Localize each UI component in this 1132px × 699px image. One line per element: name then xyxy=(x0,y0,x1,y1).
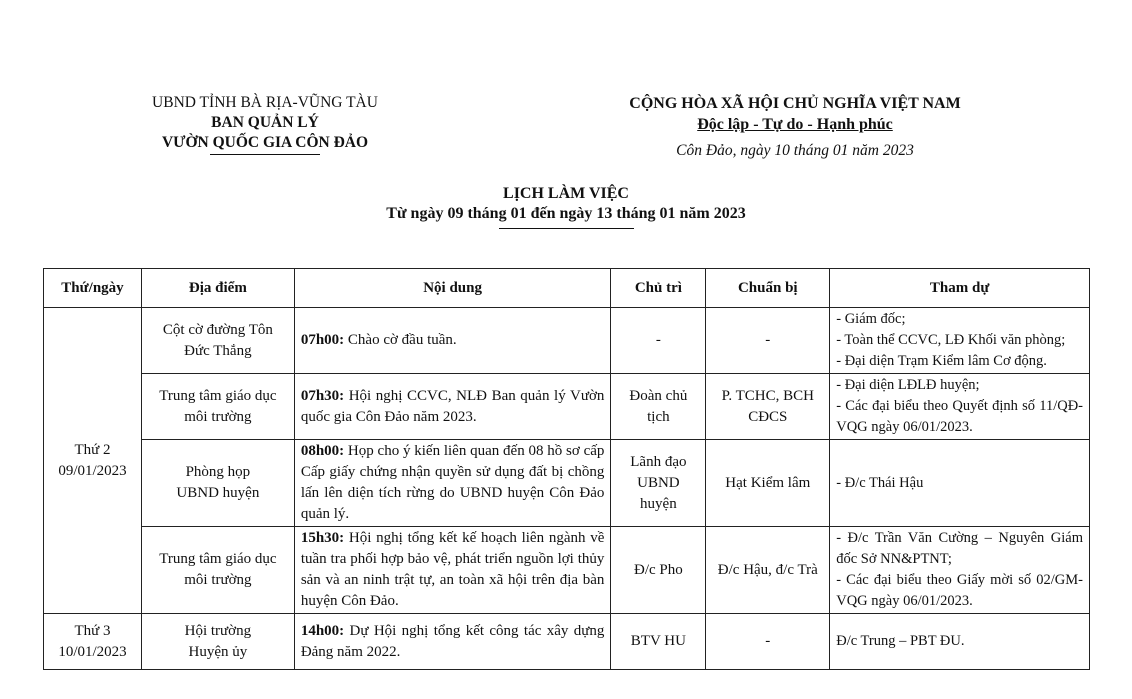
table-header-row xyxy=(44,269,1090,308)
content-text: Chào cờ đầu tuần. xyxy=(344,332,457,348)
place-cell xyxy=(141,440,294,527)
table-row xyxy=(44,614,1090,670)
time-label: 07h00: xyxy=(300,332,345,348)
national-motto: Độc lập - Tự do - Hạnh phúc xyxy=(697,116,893,133)
place-cell xyxy=(141,527,294,614)
content-cell xyxy=(294,374,611,440)
prepare-cell: - xyxy=(706,308,830,374)
attendee-line: - Các đại biểu theo Quyết định số 11/QĐ-VQG ngày 06/01/2023. xyxy=(836,398,1083,435)
attendee-line: - Đ/c Trần Văn Cường – Nguyên Giám đốc Sở NN&PTNT; xyxy=(836,530,1083,567)
attendees-cell xyxy=(830,440,1090,527)
col-header-place: Địa điểm xyxy=(141,269,294,308)
content-text: Hội nghị CCVC, NLĐ Ban quản lý Vườn quốc gia Côn Đảo năm 2023. xyxy=(300,387,605,425)
day-cell xyxy=(44,308,142,614)
attendee-line: - Toàn thể CCVC, LĐ Khối văn phòng; xyxy=(836,332,1066,348)
day-name: Thứ 2 xyxy=(74,441,111,458)
day-date: 09/01/2023 xyxy=(58,462,127,479)
national-park-name: VƯỜN QUỐC GIA CÔN ĐẢO xyxy=(161,134,369,151)
prepare-cell: Đ/c Hậu, đ/c Trà xyxy=(706,527,830,614)
document-date: Côn Đảo, ngày 10 tháng 01 năm 2023 xyxy=(676,142,914,159)
content-cell xyxy=(294,440,611,527)
attendees-cell xyxy=(830,614,1090,670)
table-row xyxy=(44,527,1090,614)
header-right xyxy=(590,93,1000,161)
date-range-subtitle: Từ ngày 09 tháng 01 đến ngày 13 tháng 01 năm 2023 xyxy=(386,205,746,222)
table-row xyxy=(44,308,1090,374)
place-line: Trung tâm giáo dục xyxy=(159,551,277,567)
place-line: Trung tâm giáo dục xyxy=(159,387,277,404)
attendee-line: - Đại diện LĐLĐ huyện; xyxy=(836,377,980,393)
content-text: Họp cho ý kiến liên quan đến 08 hồ sơ cấp Cấp giấy chứng nhận quyền sử dụng đất bị chồng lấn lên diện tích rừng do UBND huyện Côn Đảo quản lý. xyxy=(300,443,605,522)
col-header-prepare: Chuẩn bị xyxy=(706,269,830,308)
time-label: 07h30: xyxy=(300,387,345,404)
management-board: BAN QUẢN LÝ xyxy=(211,114,319,131)
table-row xyxy=(44,374,1090,440)
place-cell xyxy=(141,374,294,440)
content-cell xyxy=(294,614,611,670)
prepare-cell: P. TCHC, BCH CĐCS xyxy=(706,374,830,440)
province-committee: UBND TỈNH BÀ RỊA-VŨNG TÀU xyxy=(152,94,378,111)
attendees-cell xyxy=(830,527,1090,614)
place-line: Đức Thắng xyxy=(184,342,252,359)
col-header-attendees: Tham dự xyxy=(830,269,1090,308)
place-line: UBND huyện xyxy=(176,485,260,501)
place-line: Phòng họp xyxy=(185,464,251,480)
place-line: Huyện ủy xyxy=(188,643,248,660)
header-left-divider xyxy=(210,154,320,155)
time-label: 15h30: xyxy=(300,530,345,546)
host-cell: Đoàn chủ tịch xyxy=(611,374,706,440)
nation-title: CỘNG HÒA XÃ HỘI CHỦ NGHĨA VIỆT NAM xyxy=(629,95,961,112)
attendee-line: - Đại diện Trạm Kiểm lâm Cơ động. xyxy=(836,353,1047,369)
place-cell xyxy=(141,614,294,670)
prepare-cell: - xyxy=(706,614,830,670)
schedule-table xyxy=(43,268,1090,670)
table-row xyxy=(44,440,1090,527)
col-header-content: Nội dung xyxy=(294,269,611,308)
time-label: 14h00: xyxy=(300,622,345,639)
host-cell: Đ/c Pho xyxy=(611,527,706,614)
day-date: 10/01/2023 xyxy=(58,643,127,660)
host-cell: Lãnh đạo UBND huyện xyxy=(611,440,706,527)
prepare-cell: Hạt Kiểm lâm xyxy=(706,440,830,527)
day-name: Thứ 3 xyxy=(74,622,111,639)
col-header-host: Chủ trì xyxy=(611,269,706,308)
attendee-line: Đ/c Trung – PBT ĐU. xyxy=(836,633,965,649)
place-line: môi trường xyxy=(184,408,252,425)
header-left xyxy=(130,93,400,155)
document-title-block xyxy=(0,184,1132,229)
place-line: Cột cờ đường Tôn xyxy=(162,321,273,338)
place-line: Hội trường xyxy=(184,622,252,639)
place-line: môi trường xyxy=(184,572,252,588)
place-cell xyxy=(141,308,294,374)
host-cell: - xyxy=(611,308,706,374)
content-text: Dự Hội nghị tổng kết công tác xây dựng Đảng năm 2022. xyxy=(300,622,605,660)
col-header-day: Thứ/ngày xyxy=(44,269,142,308)
content-cell xyxy=(294,308,611,374)
attendee-line: - Đ/c Thái Hậu xyxy=(836,474,924,491)
content-text: Hội nghị tổng kết kế hoạch liên ngành về tuần tra phối hợp bảo vệ, phát triển nguồn lợi thủy sản và an ninh trật tự, an toàn xã hội trên địa bàn huyện Côn Đảo. xyxy=(300,530,605,609)
day-cell xyxy=(44,614,142,670)
attendee-line: - Giám đốc; xyxy=(836,311,906,327)
time-label: 08h00: xyxy=(300,443,345,459)
attendees-cell xyxy=(830,308,1090,374)
content-cell xyxy=(294,527,611,614)
attendees-cell xyxy=(830,374,1090,440)
attendee-line: - Các đại biểu theo Giấy mời số 02/GM-VQG ngày 06/01/2023. xyxy=(836,572,1083,609)
title-divider xyxy=(499,228,634,229)
document-title: LỊCH LÀM VIỆC xyxy=(503,185,629,202)
host-cell: BTV HU xyxy=(611,614,706,670)
